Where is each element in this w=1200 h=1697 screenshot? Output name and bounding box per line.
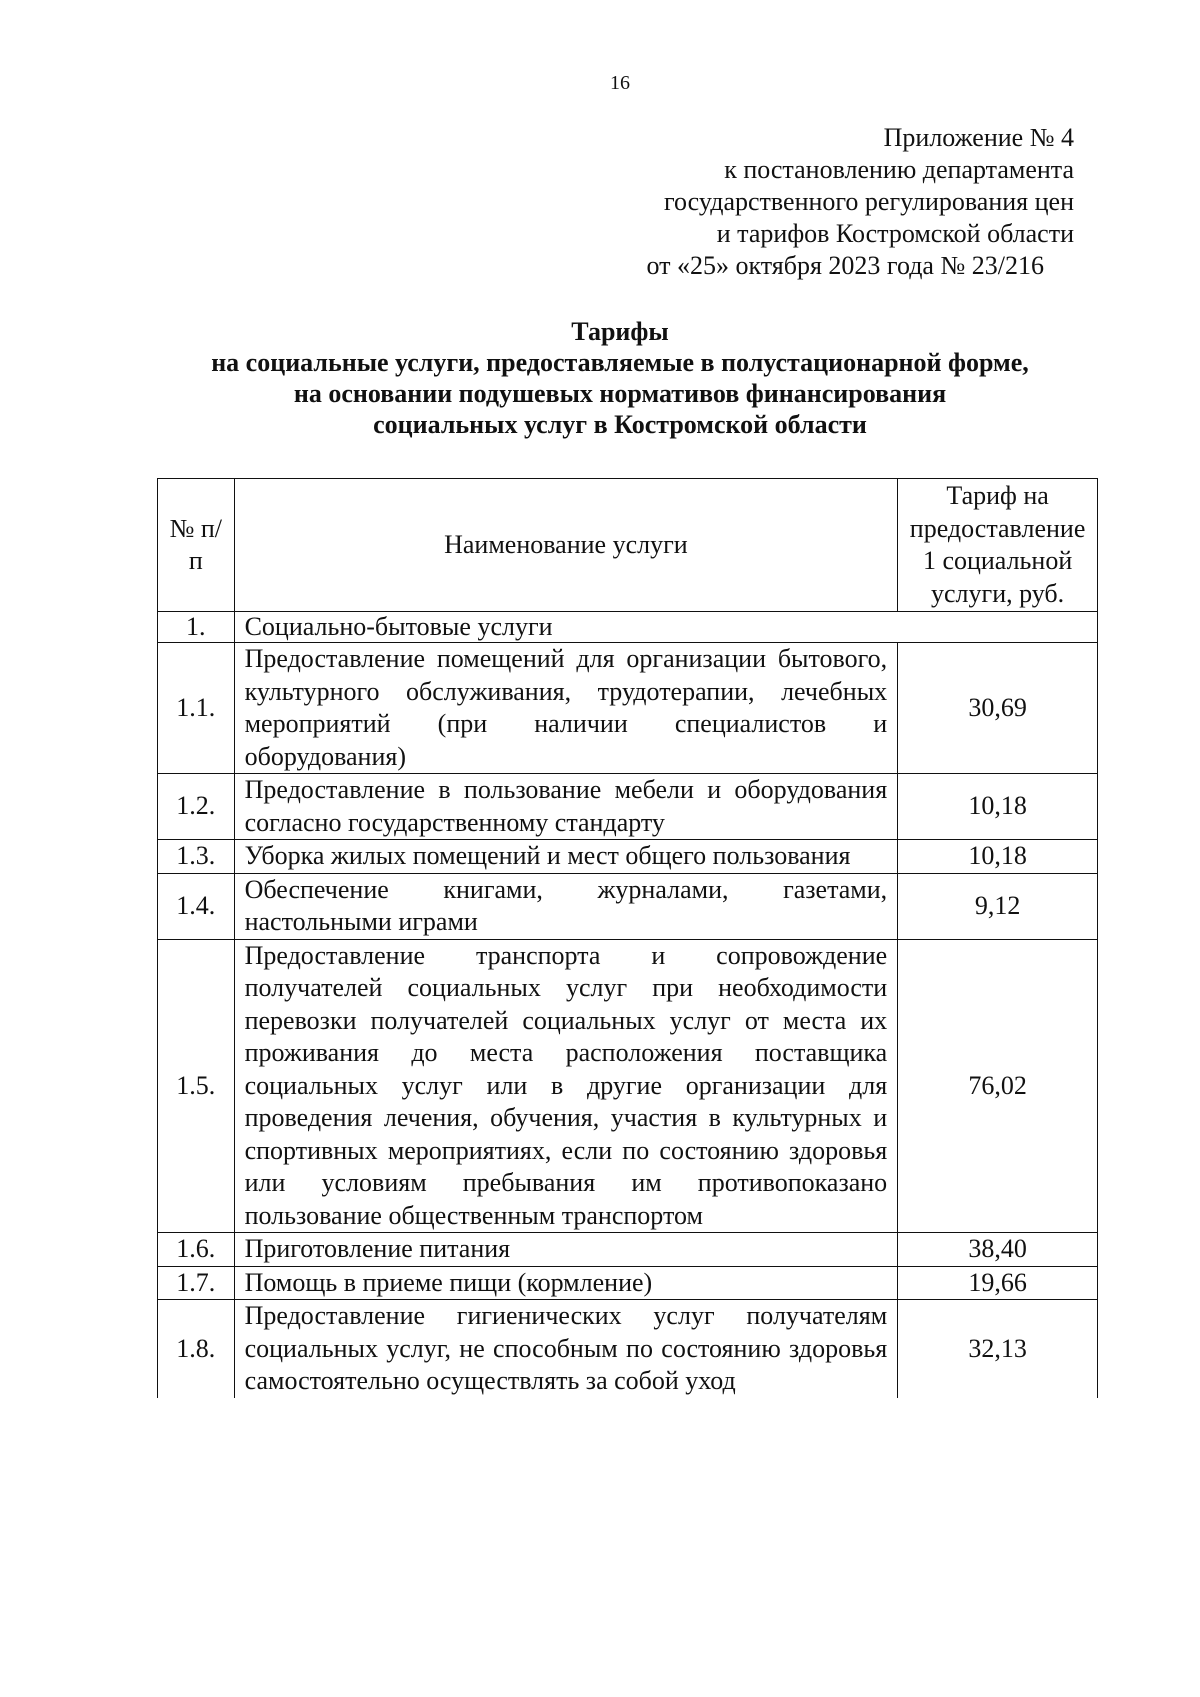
header-service-name: Наименование услуги xyxy=(234,479,898,612)
table-header-row xyxy=(158,479,1098,612)
row-service-name: Уборка жилых помещений и мест общего пользования xyxy=(234,840,898,874)
row-number: 1.3. xyxy=(158,840,235,874)
row-tariff: 30,69 xyxy=(898,643,1098,774)
row-number: 1.2. xyxy=(158,774,235,840)
page-number: 16 xyxy=(610,72,630,94)
row-service-name: Предоставление гигиенических услуг получателям социальных услуг, не способным по состоянию здоровья самостоятельно осуществлять за собой уход xyxy=(234,1300,898,1398)
table-row xyxy=(158,1266,1098,1300)
tariff-table xyxy=(157,478,1098,1398)
table-row xyxy=(158,873,1098,939)
table-row xyxy=(158,643,1098,774)
appendix-line-5: от «25» октября 2023 года № 23/216 xyxy=(646,251,1044,280)
appendix-line-2: к постановлению департамента xyxy=(724,155,1074,184)
table-row xyxy=(158,840,1098,874)
row-number: 1.1. xyxy=(158,643,235,774)
section-number: 1. xyxy=(158,612,235,643)
section-row xyxy=(158,612,1098,643)
row-service-name: Предоставление транспорта и сопровождение получателей социальных услуг при необходимости перевозки получателей социальных услуг от места их проживания до места расположения поставщика социальных услуг или в другие организации для проведения лечения, обучения, участия в культурных и спортивных мероприятиях, если по состоянию здоровья или условиям пребывания им противопоказано пользование общественным транспортом xyxy=(234,939,898,1233)
row-number: 1.4. xyxy=(158,873,235,939)
row-number: 1.7. xyxy=(158,1266,235,1300)
row-tariff: 19,66 xyxy=(898,1266,1098,1300)
row-service-name: Обеспечение книгами, журналами, газетами, настольными играми xyxy=(234,873,898,939)
title-line-3: на основании подушевых нормативов финансирования xyxy=(293,379,947,408)
header-tariff: Тариф на предоставление 1 социальной услуги, руб. xyxy=(898,479,1098,612)
row-number: 1.5. xyxy=(158,939,235,1233)
table-row xyxy=(158,774,1098,840)
section-name: Социально-бытовые услуги xyxy=(234,612,1097,643)
appendix-line-1: Приложение № 4 xyxy=(883,123,1074,152)
title-line-2: на социальные услуги, предоставляемые в полустационарной форме, xyxy=(211,348,1029,377)
title-line-4: социальных услуг в Костромской области xyxy=(373,410,867,439)
row-tariff: 76,02 xyxy=(898,939,1098,1233)
table-row xyxy=(158,939,1098,1233)
title-line-1: Тарифы xyxy=(571,317,669,346)
row-service-name: Предоставление в пользование мебели и оборудования согласно государственному стандарту xyxy=(234,774,898,840)
appendix-header xyxy=(514,122,1074,282)
table-row xyxy=(158,1233,1098,1267)
row-tariff: 10,18 xyxy=(898,840,1098,874)
header-number: № п/п xyxy=(158,479,235,612)
row-tariff: 38,40 xyxy=(898,1233,1098,1267)
document-title xyxy=(60,316,1180,440)
appendix-line-4: и тарифов Костромской области xyxy=(716,219,1074,248)
row-number: 1.6. xyxy=(158,1233,235,1267)
row-service-name: Помощь в приеме пищи (кормление) xyxy=(234,1266,898,1300)
row-tariff: 32,13 xyxy=(898,1300,1098,1398)
appendix-line-3: государственного регулирования цен xyxy=(664,187,1074,216)
table-row xyxy=(158,1300,1098,1398)
row-service-name: Предоставление помещений для организации бытового, культурного обслуживания, трудотерапии, лечебных мероприятий (при наличии специалистов и оборудования) xyxy=(234,643,898,774)
row-service-name: Приготовление питания xyxy=(234,1233,898,1267)
row-tariff: 10,18 xyxy=(898,774,1098,840)
row-number: 1.8. xyxy=(158,1300,235,1398)
row-tariff: 9,12 xyxy=(898,873,1098,939)
